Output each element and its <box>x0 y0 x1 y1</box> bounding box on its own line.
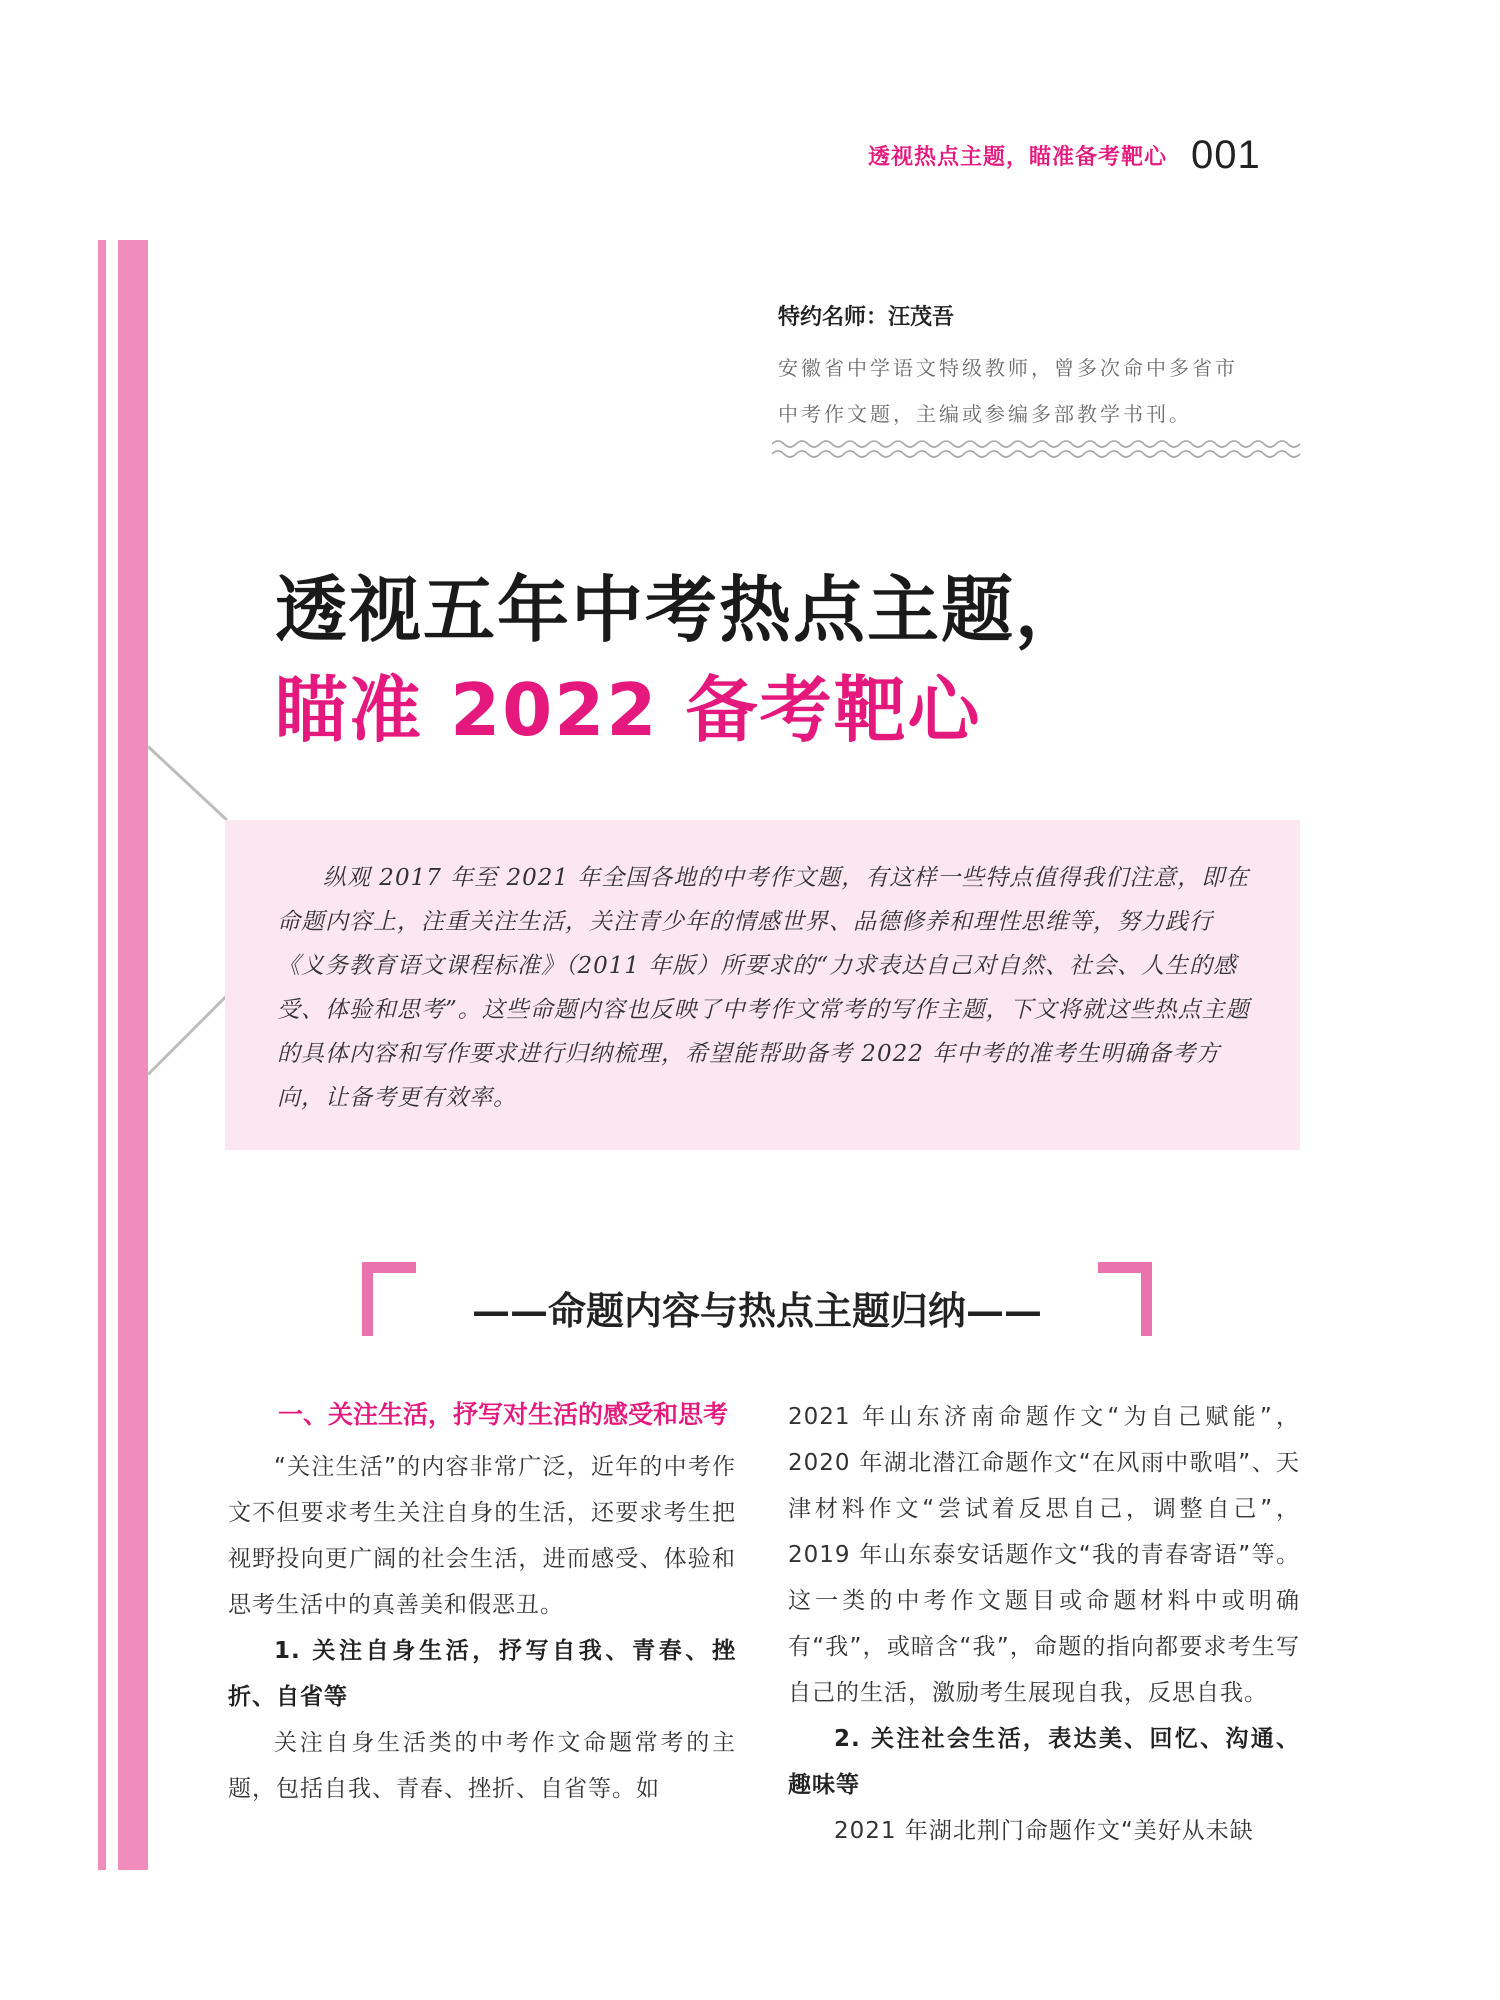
title-line-1: 透视五年中考热点主题， <box>275 568 1090 652</box>
section-heading-text: ——命题内容与热点主题归纳—— <box>471 1288 1042 1333</box>
teacher-desc-line: 安徽省中学语文特级教师，曾多次命中多省市 <box>778 356 1238 380</box>
body-paragraph: 关注自身生活类的中考作文命题常考的主题，包括自我、青春、挫折、自省等。如 <box>228 1730 736 1802</box>
page-number: 001 <box>1191 132 1261 177</box>
teacher-title: 特约名师：汪茂吾 <box>778 305 955 330</box>
diagonal-line-bottom <box>147 996 227 1076</box>
running-title: 透视热点主题，瞄准备考靶心 <box>868 144 1168 170</box>
teacher-description <box>778 345 1298 437</box>
title-line-2: 瞄准 2022 备考靶心 <box>275 668 982 752</box>
left-border-thick <box>118 240 148 1870</box>
teacher-card <box>778 300 1298 437</box>
teacher-desc-line: 中考作文题，主编或参编多部教学书刊。 <box>778 402 1192 426</box>
wavy-divider <box>772 434 1302 464</box>
left-border-thin <box>98 240 106 1870</box>
subsection-heading: 一、关注生活，抒写对生活的感受和思考 <box>278 1400 729 1429</box>
running-header <box>868 130 1261 180</box>
right-column <box>788 1394 1300 1854</box>
body-paragraph: 2021 年山东济南命题作文“为自己赋能”，2020 年湖北潜江命题作文“在风雨中歌唱”、天津材料作文“尝试着反思自己，调整自己”，2019 年山东泰安话题作文“我的青春寄语”等。这一类的中考作文题目或命题材料中或明确有“我”，或暗含“我”，命题的指向都要求考生写自己的生活，激励考生展现自我，反思自我。 <box>788 1404 1300 1706</box>
section-heading <box>362 1262 1152 1336</box>
intro-box <box>225 820 1300 1150</box>
sub-heading: 2. 关注社会生活，表达美、回忆、沟通、趣味等 <box>788 1726 1300 1798</box>
diagonal-line-top <box>147 745 228 821</box>
body-paragraph: “关注生活”的内容非常广泛，近年的中考作文不但要求考生关注自身的生活，还要求考生把视野投向更广阔的社会生活，进而感受、体验和思考生活中的真善美和假恶丑。 <box>228 1454 736 1618</box>
article-title <box>275 560 1089 760</box>
left-column <box>228 1390 736 1812</box>
body-paragraph: 2021 年湖北荆门命题作文“美好从未缺 <box>834 1818 1254 1844</box>
intro-paragraph: 纵观 2017 年至 2021 年全国各地的中考作文题，有这样一些特点值得我们注意，即在命题内容上，注重关注生活，关注青少年的情感世界、品德修养和理性思维等，努力践行《义务教育语文课程标准》（2011 年版）所要求的“力求表达自己对自然、社会、人生的感受、体验和思考”。这些命题内容也反映了中考作文常考的写作主题，下文将就这些热点主题的具体内容和写作要求进行归纳梳理，希望能帮助备考 2022 年中考的准考生明确备考方向，让备考更有效率。 <box>277 865 1250 1111</box>
sub-heading: 1. 关注自身生活，抒写自我、青春、挫折、自省等 <box>228 1638 736 1710</box>
